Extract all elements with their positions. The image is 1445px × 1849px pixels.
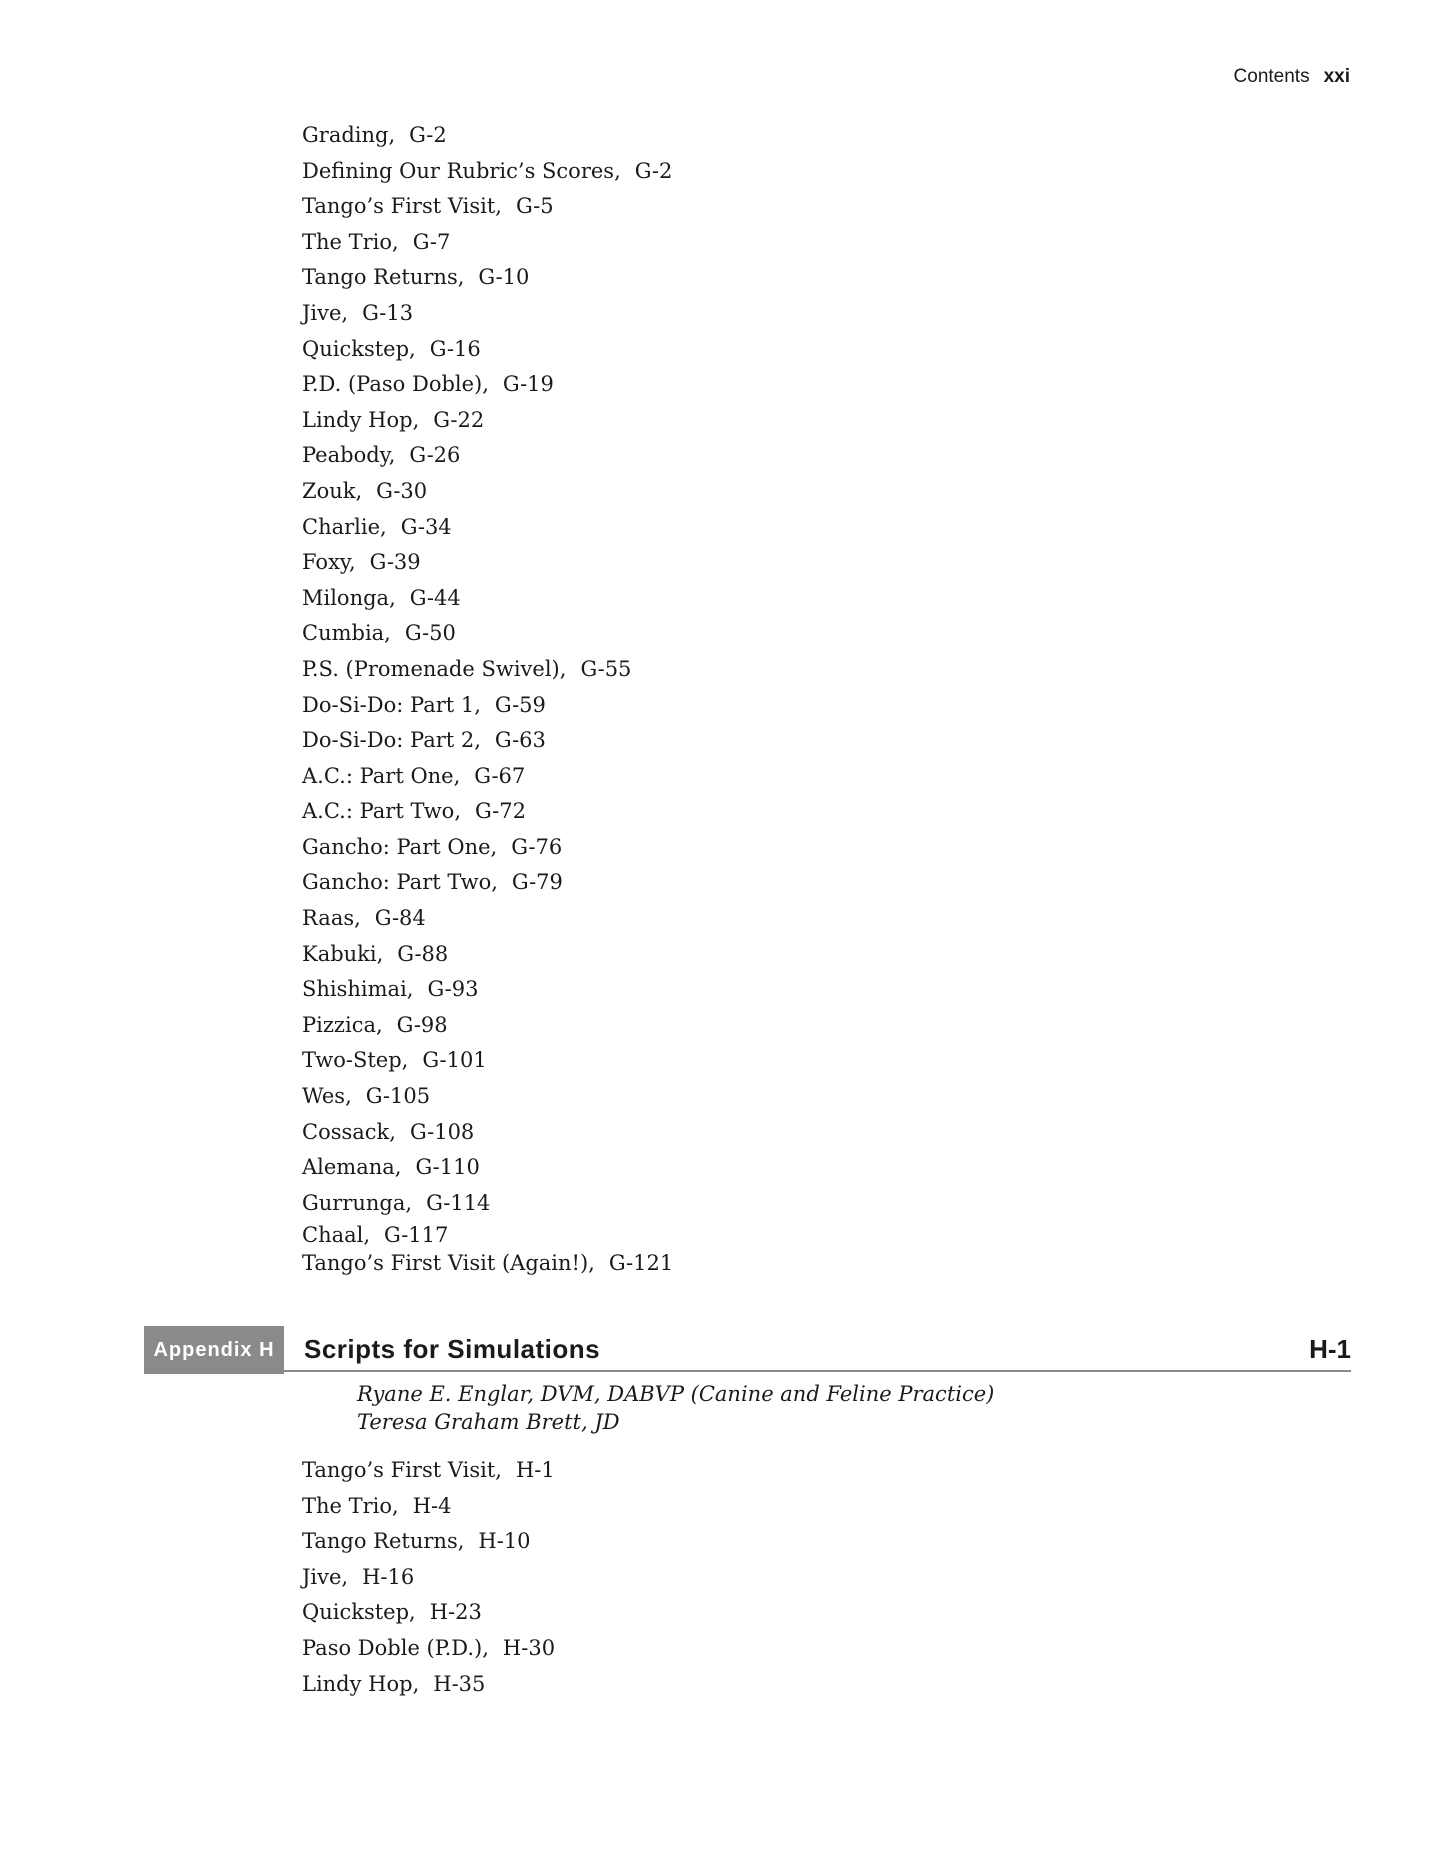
toc-entry[interactable] — [302, 759, 673, 795]
toc-entry[interactable] — [302, 1524, 555, 1560]
toc-entry-page: G-26 — [409, 443, 461, 468]
toc-entry-title: Gurrunga, — [302, 1190, 413, 1215]
toc-entry-page: G-101 — [422, 1048, 487, 1073]
toc-entry[interactable] — [302, 1595, 555, 1631]
toc-entry[interactable] — [302, 118, 673, 154]
toc-entry-title: Quickstep, — [302, 1600, 416, 1625]
toc-entry-title: Gancho: Part Two, — [302, 870, 498, 895]
toc-entry-page: G-22 — [433, 407, 485, 432]
toc-entry[interactable] — [302, 1489, 555, 1525]
toc-entry[interactable] — [302, 688, 673, 724]
toc-entry-title: Milonga, — [302, 585, 396, 610]
toc-entry[interactable] — [302, 403, 673, 439]
toc-entry[interactable] — [302, 1008, 673, 1044]
toc-entry[interactable] — [302, 901, 673, 937]
toc-entry-page: G-105 — [365, 1084, 431, 1109]
toc-entry-page: G-13 — [362, 300, 414, 325]
appendix-label-tag: Appendix H — [144, 1326, 284, 1374]
toc-entry-page: G-67 — [474, 763, 526, 788]
toc-entry-page: G-55 — [580, 656, 632, 681]
toc-entry-title: Raas, — [302, 906, 361, 931]
toc-entry-title: P.S. (Promenade Swivel), — [302, 656, 567, 681]
toc-entry-page: G-10 — [478, 265, 530, 290]
toc-entry-page: G-7 — [412, 229, 451, 254]
toc-entry-title: A.C.: Part One, — [302, 763, 461, 788]
toc-entry[interactable] — [302, 723, 673, 759]
toc-entry-page: G-44 — [409, 585, 461, 610]
toc-entry-page: G-117 — [384, 1223, 449, 1248]
toc-entry-page: H-4 — [412, 1493, 452, 1518]
toc-entry-title: The Trio, — [302, 1493, 399, 1518]
toc-entry-page: G-59 — [494, 692, 546, 717]
toc-entry-page: G-88 — [397, 941, 449, 966]
toc-entry[interactable] — [302, 1631, 555, 1667]
toc-entry-page: H-16 — [362, 1564, 415, 1589]
toc-entry-title: P.D. (Paso Doble), — [302, 372, 489, 397]
toc-entry[interactable] — [302, 225, 673, 261]
toc-entry-title: Grading, — [302, 123, 396, 147]
toc-entry[interactable] — [302, 1043, 673, 1079]
toc-entry[interactable] — [302, 1249, 673, 1277]
toc-entry[interactable] — [302, 510, 673, 546]
toc-entry-title: Jive, — [302, 300, 349, 325]
toc-entry[interactable] — [302, 1221, 673, 1249]
toc-entry-title: Lindy Hop, — [302, 407, 420, 432]
toc-entry-title: Gancho: Part One, — [302, 834, 498, 859]
toc-entry-title: Quickstep, — [302, 336, 416, 361]
toc-entry-title: The Trio, — [302, 229, 399, 254]
toc-entry-page: H-23 — [429, 1600, 482, 1625]
toc-entry[interactable] — [302, 1150, 673, 1186]
toc-entry-page: H-10 — [478, 1529, 531, 1554]
toc-entry[interactable] — [302, 154, 673, 190]
toc-entry[interactable] — [302, 296, 673, 332]
toc-entry-page: H-30 — [502, 1635, 556, 1660]
heading-rule — [284, 1370, 1351, 1372]
toc-entry-title: Shishimai, — [302, 977, 414, 1002]
toc-entry-page: G-2 — [634, 158, 673, 183]
running-head — [1234, 66, 1350, 88]
toc-entry[interactable] — [302, 1186, 673, 1222]
toc-entry-title: Do-Si-Do: Part 1, — [302, 692, 481, 717]
toc-entry-title: Two-Step, — [302, 1048, 409, 1073]
appendix-page-number[interactable]: H-1 — [1309, 1334, 1351, 1364]
toc-entry-page: G-19 — [502, 372, 554, 397]
toc-entry-page: H-1 — [515, 1458, 555, 1482]
toc-entry[interactable] — [302, 474, 673, 510]
toc-entry-page: G-63 — [494, 728, 546, 753]
toc-entry-page: G-30 — [376, 478, 428, 503]
toc-entry-title: Wes, — [302, 1084, 352, 1109]
appendix-h-heading[interactable] — [144, 1326, 1351, 1374]
toc-entry-title: Zouk, — [302, 478, 363, 503]
toc-entry[interactable] — [302, 937, 673, 973]
toc-entry-title: Foxy, — [302, 550, 356, 575]
toc-entry-title: Do-Si-Do: Part 2, — [302, 728, 481, 753]
toc-entry-title: Defining Our Rubric’s Scores, — [302, 158, 621, 183]
toc-entry-page: G-2 — [409, 123, 447, 147]
author-line: Teresa Graham Brett, JD — [357, 1410, 620, 1434]
toc-entry-title: Tango’s First Visit, — [302, 194, 502, 219]
toc-entry[interactable] — [302, 1453, 555, 1489]
toc-entry-page: G-84 — [374, 906, 426, 931]
toc-entry-title: Lindy Hop, — [302, 1671, 420, 1696]
toc-entry[interactable] — [302, 189, 673, 225]
toc-entry[interactable] — [302, 865, 673, 901]
toc-entry-title: Tango’s First Visit (Again!), — [302, 1251, 595, 1276]
toc-entry-page: G-79 — [511, 870, 563, 895]
toc-entry-page: G-34 — [400, 514, 452, 539]
toc-entry[interactable] — [302, 616, 673, 652]
toc-entry-title: Cumbia, — [302, 621, 391, 646]
toc-entry-title: Alemana, — [302, 1155, 402, 1180]
toc-entry[interactable] — [302, 794, 673, 830]
toc-entry[interactable] — [302, 1115, 673, 1151]
toc-entry-title: Tango Returns, — [302, 1529, 465, 1554]
page-folio: xxi — [1323, 66, 1350, 87]
toc-entry-page: G-98 — [396, 1012, 448, 1037]
toc-entry[interactable] — [302, 545, 673, 581]
toc-entry[interactable] — [302, 260, 673, 296]
toc-entry-title: Chaal, — [302, 1223, 371, 1248]
toc-entry-page: G-110 — [415, 1155, 480, 1180]
toc-entry[interactable] — [302, 581, 673, 617]
toc-entry-title: A.C.: Part Two, — [302, 799, 461, 824]
toc-entry-title: Peabody, — [302, 443, 396, 468]
toc-entry-title: Tango Returns, — [302, 265, 465, 290]
toc-entry-page: G-5 — [515, 194, 554, 219]
toc-entry-page: G-108 — [409, 1119, 475, 1144]
toc-entry[interactable] — [302, 332, 673, 368]
toc-entry-page: H-35 — [433, 1671, 486, 1696]
toc-entry[interactable] — [302, 438, 673, 474]
toc-entry-title: Jive, — [302, 1564, 349, 1589]
toc-entry[interactable] — [302, 1079, 673, 1115]
toc-entry-title: Tango’s First Visit, — [302, 1458, 502, 1482]
toc-entry-page: G-72 — [475, 799, 526, 824]
toc-entry-page: G-114 — [426, 1190, 491, 1215]
appendix-h-entry-list — [302, 1453, 555, 1702]
toc-entry[interactable] — [302, 1560, 555, 1596]
author-line: Ryane E. Englar, DVM, DABVP (Canine and Feline Practice) — [357, 1382, 995, 1406]
toc-entry-title: Pizzica, — [302, 1012, 383, 1037]
appendix-g-entry-list — [302, 118, 673, 1277]
appendix-title[interactable]: Scripts for Simulations — [304, 1334, 601, 1364]
toc-entry[interactable] — [302, 652, 673, 688]
appendix-authors — [357, 1380, 994, 1436]
toc-entry-page: G-121 — [608, 1251, 674, 1276]
toc-entry[interactable] — [302, 367, 673, 403]
running-head-section: Contents — [1233, 66, 1310, 87]
toc-entry-page: G-93 — [427, 977, 479, 1002]
toc-entry[interactable] — [302, 1667, 555, 1703]
toc-entry-page: G-50 — [404, 621, 456, 646]
toc-entry-title: Cossack, — [302, 1119, 396, 1144]
toc-entry-page: G-16 — [429, 336, 481, 361]
toc-entry[interactable] — [302, 830, 673, 866]
toc-entry-title: Paso Doble (P.D.), — [302, 1635, 489, 1660]
toc-entry-page: G-39 — [369, 550, 421, 575]
toc-entry-title: Kabuki, — [302, 941, 384, 966]
toc-entry-title: Charlie, — [302, 514, 387, 539]
toc-entry-page: G-76 — [511, 834, 563, 859]
toc-entry[interactable] — [302, 972, 673, 1008]
